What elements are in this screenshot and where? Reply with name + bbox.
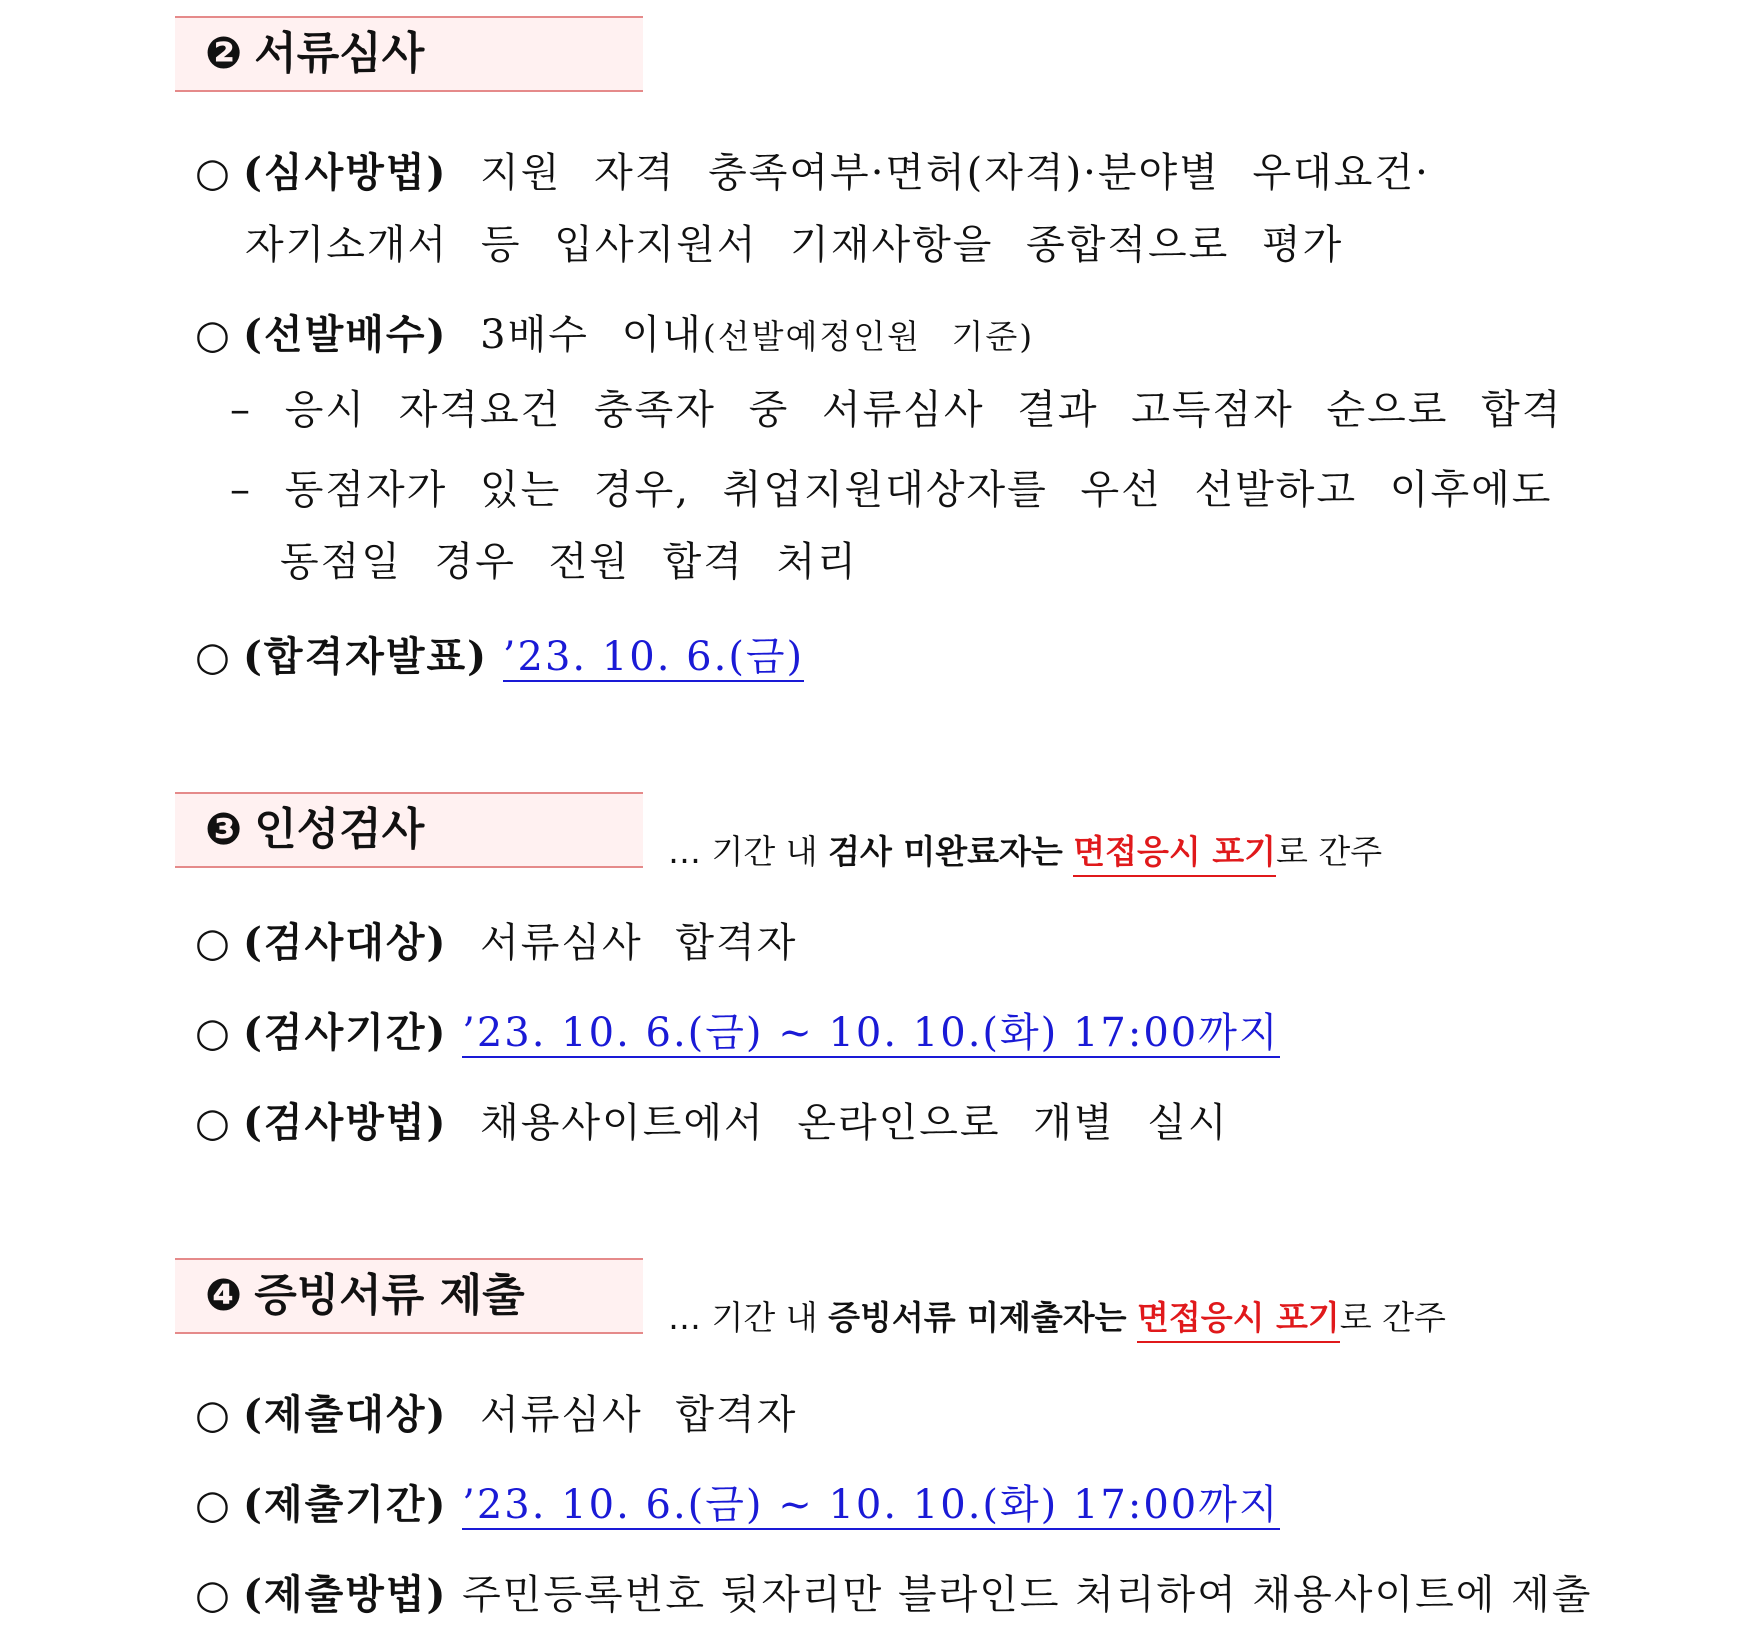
sub-item-continuation: 동점일 경우 전원 합격 처리 [280,539,858,585]
list-item: ○ (검사기간) ’23. 10. 6.(금) ~ 10. 10.(화) 17:00까지 [195,1009,1280,1056]
section-2-header [175,16,643,92]
announce-date-link[interactable]: ’23. 10. 6.(금) [502,634,805,680]
period-link[interactable]: ’23. 10. 6.(금) ~ 10. 10.(화) 17:00까지 [462,1482,1280,1528]
sub-item: – 응시 자격요건 충족자 중 서류심사 결과 고득점자 순으로 합격 [230,387,1563,433]
list-item: ○ (제출대상) 서류심사 합격자 [195,1391,798,1438]
list-item: ○ (제출방법) 주민등록번호 뒷자리만 블라인드 처리하여 채용사이트에 제출 [195,1571,1593,1618]
list-item: ○ (검사방법) 채용사이트에서 온라인으로 개별 실시 [195,1099,1229,1146]
section-4-note: … 기간 내 증빙서류 미제출자는 면접응시 포기로 간주 [668,1298,1446,1338]
list-item [195,148,1430,198]
section-title: 증빙서류 제출 [254,1270,525,1321]
period-link[interactable]: ’23. 10. 6.(금) ~ 10. 10.(화) 17:00까지 [462,1010,1280,1056]
list-item-continuation: 자기소개서 등 입사지원서 기재사항을 종합적으로 평가 [245,222,1344,268]
item-text: 지원 자격 충족여부·면허(자격)·분야별 우대요건· [480,150,1430,196]
list-item: ○ (합격자발표) ’23. 10. 6.(금) [195,633,805,680]
item-note: (선발예정인원 기준) [702,317,1035,356]
sub-item: – 동점자가 있는 경우, 취업지원대상자를 우선 선발하고 이후에도 [230,467,1553,513]
list-item: ○ (선발배수) 3배수 이내(선발예정인원 기준) [195,311,1035,358]
list-item: ○ (제출기간) ’23. 10. 6.(금) ~ 10. 10.(화) 17:00까지 [195,1481,1280,1528]
section-number: ❹ [205,1270,243,1321]
section-3-header [175,792,643,868]
section-3-note: … 기간 내 검사 미완료자는 면접응시 포기로 간주 [668,832,1382,872]
section-number: ❷ [205,28,243,79]
item-label: (심사방법) [243,149,448,196]
section-title: 서류심사 [254,28,425,79]
warning-text: 면접응시 포기 [1073,832,1276,877]
section-title: 인성검사 [254,804,425,855]
list-item: ○ (검사대상) 서류심사 합격자 [195,919,798,966]
section-number: ❸ [205,804,243,855]
section-4-header [175,1258,643,1334]
warning-text: 면접응시 포기 [1137,1298,1340,1343]
bullet: ○ [195,150,232,196]
